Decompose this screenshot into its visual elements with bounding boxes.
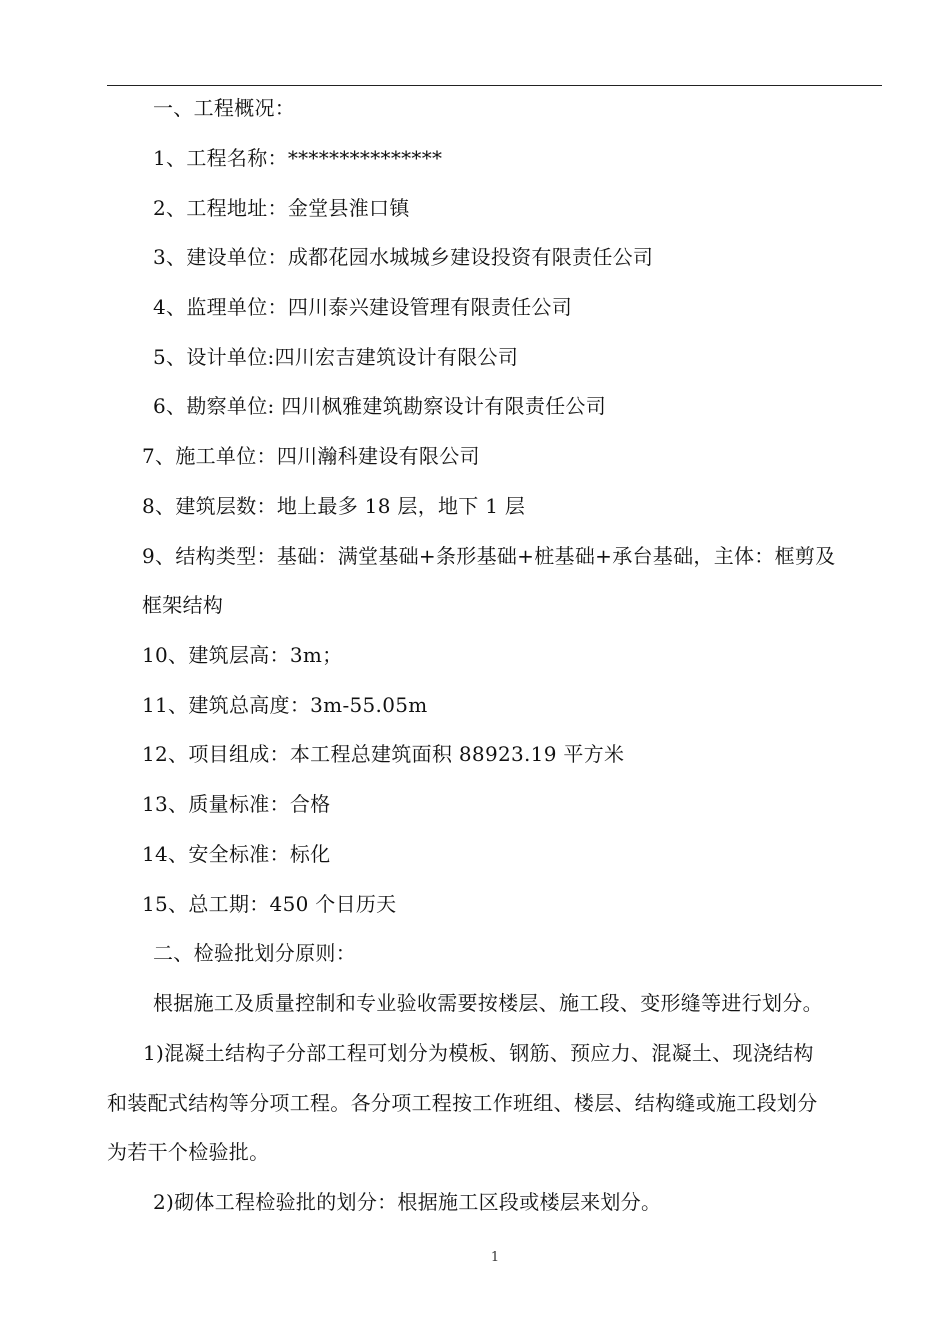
paragraph-concrete-line3: 为若干个检验批。	[107, 1140, 270, 1164]
paragraph-masonry: 2)砌体工程检验批的划分：根据施工区段或楼层来划分。	[153, 1190, 662, 1214]
section-heading-principle: 二、检验批划分原则：	[153, 941, 356, 965]
item-project-name: 1、工程名称：***************	[153, 146, 443, 170]
paragraph-concrete-line2: 和装配式结构等分项工程。各分项工程按工作班组、楼层、结构缝或施工段划分	[107, 1091, 818, 1115]
item-survey-unit: 6、勘察单位: 四川枫雅建筑勘察设计有限责任公司	[153, 394, 607, 418]
item-builder-unit: 7、施工单位：四川瀚科建设有限公司	[142, 444, 480, 468]
item-total-duration: 15、总工期：450 个日历天	[142, 892, 397, 916]
page-number: 1	[490, 1250, 500, 1265]
item-floor-height: 10、建筑层高：3m；	[142, 643, 343, 667]
item-floor-count: 8、建筑层数：地上最多 18 层，地下 1 层	[142, 494, 526, 518]
item-supervision-unit: 4、监理单位：四川泰兴建设管理有限责任公司	[153, 295, 573, 319]
paragraph-principle: 根据施工及质量控制和专业验收需要按楼层、施工段、变形缝等进行划分。	[153, 991, 823, 1015]
item-project-address: 2、工程地址：金堂县淮口镇	[153, 196, 410, 220]
paragraph-concrete-line1: 1)混凝土结构子分部工程可划分为模板、钢筋、预应力、混凝土、现浇结构	[143, 1041, 814, 1065]
section-heading-overview: 一、工程概况：	[153, 96, 296, 120]
item-project-composition: 12、项目组成：本工程总建筑面积 88923.19 平方米	[142, 742, 625, 766]
item-safety-standard: 14、安全标准：标化	[142, 842, 331, 866]
item-total-height: 11、建筑总高度：3m-55.05m	[142, 693, 428, 717]
item-quality-standard: 13、质量标准：合格	[142, 792, 331, 816]
item-design-unit: 5、设计单位:四川宏吉建筑设计有限公司	[153, 345, 519, 369]
item-construction-unit: 3、建设单位：成都花园水城城乡建设投资有限责任公司	[153, 245, 654, 269]
header-rule	[107, 85, 882, 86]
item-structure-type-cont: 框架结构	[142, 593, 224, 617]
item-structure-type: 9、结构类型：基础：满堂基础+条形基础+桩基础+承台基础，主体：框剪及	[142, 544, 836, 568]
